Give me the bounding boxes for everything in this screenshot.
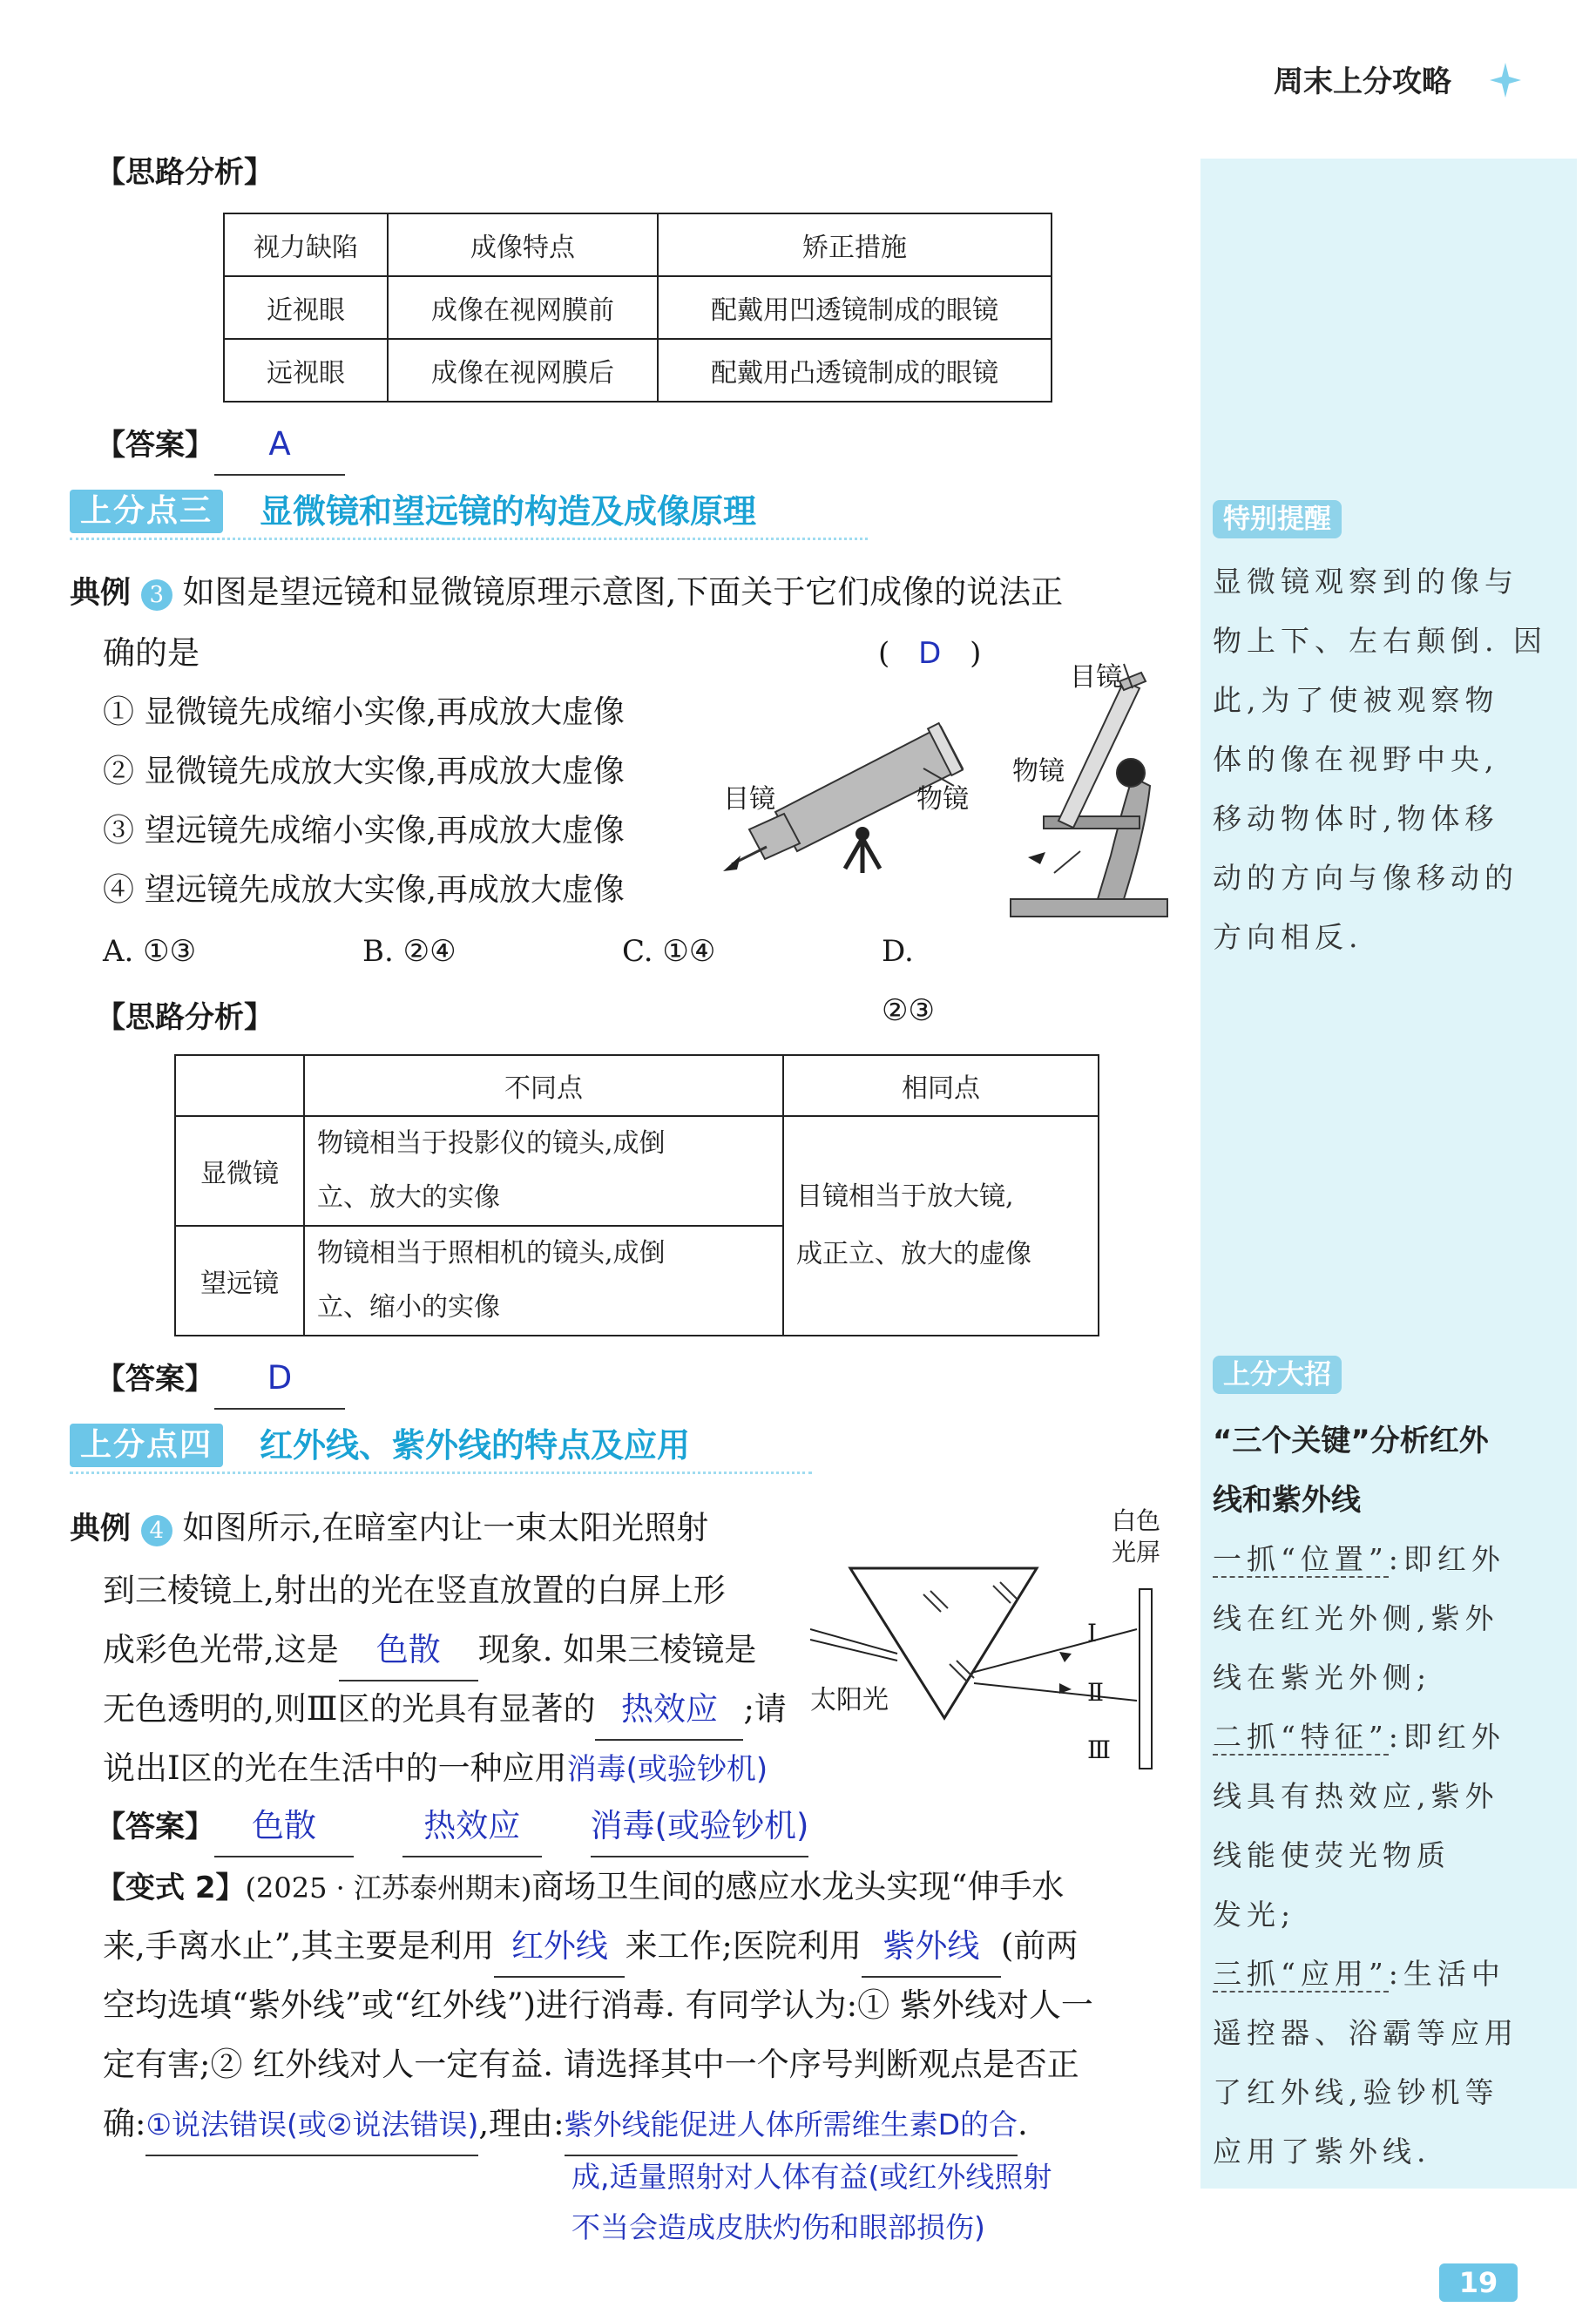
answer-value: A: [214, 415, 345, 476]
table-cell: 成像在视网膜前: [388, 276, 658, 339]
variant-line: 确:①说法错误(或②说法错误),理由:紫外线能促进人体所需维生素D的合.: [103, 2094, 1028, 2156]
trick-line: 了红外线,验钞机等: [1213, 2075, 1499, 2109]
trick-title-line: 线和紫外线: [1213, 1483, 1361, 1518]
answer-row: 【答案】 D: [96, 1349, 345, 1410]
example3-stem: 典例 3 如图是望远镜和显微镜原理示意图,下面关于它们成像的说法正: [70, 573, 1064, 611]
tip-line: 物上下、左右颠倒. 因: [1213, 624, 1547, 658]
answer-row: 【答案】 A: [96, 415, 345, 476]
trick-title-line: “三个关键”分析红外: [1213, 1424, 1489, 1458]
example-number: 4: [141, 1515, 172, 1546]
table-cell: 成像在视网膜后: [388, 339, 658, 402]
micro-eyepiece-label: 目镜: [1070, 662, 1122, 693]
fill-blank: 消毒(或验钞机): [566, 1752, 768, 1787]
fill-blank: ①说法错误(或②说法错误): [145, 2095, 478, 2156]
fill-blank: 紫外线能促进人体所需维生素D的合: [565, 2095, 1018, 2156]
list-item: ③ 望远镜先成缩小实像,再成放大虚像: [103, 813, 625, 849]
tele-objective-label: 物镜: [916, 784, 969, 815]
variant-line: 【变式 2】(2025 · 江苏泰州期末)商场卫生间的感应水龙头实现“伸手水: [96, 1868, 1065, 1905]
variant-line: 定有害;② 红外线对人一定有益. 请选择其中一个序号判断观点是否正: [103, 2046, 1079, 2083]
example3-items: [103, 683, 625, 920]
prism-figure: [810, 1499, 1167, 1786]
analysis-label: 【思路分析】: [96, 1000, 274, 1035]
list-item: ④ 望远镜先成放大实像,再成放大虚像: [103, 872, 625, 908]
option: C. ①④: [622, 934, 716, 969]
table-cell: 近视眼: [224, 276, 388, 339]
trick-line: 线能使荧光物质: [1213, 1838, 1451, 1872]
option: A. ①③: [103, 934, 197, 969]
table-cell: 远视眼: [224, 339, 388, 402]
tip-line: 显微镜观察到的像与: [1213, 565, 1518, 599]
answer-value: 热效应: [402, 1796, 542, 1857]
table-header: 不同点: [304, 1055, 783, 1116]
example4-line: 无色透明的,则Ⅲ区的光具有显著的 热效应 ;请: [103, 1680, 787, 1741]
tele-eyepiece-label: 目镜: [723, 784, 775, 815]
compare-table: [174, 1054, 1099, 1336]
table-cell: 望远镜: [175, 1226, 304, 1336]
trick-line: 线具有热效应,紫外: [1213, 1779, 1499, 1813]
section-title: 红外线、紫外线的特点及应用: [260, 1426, 691, 1465]
tip-tag: 特别提醒: [1213, 500, 1342, 538]
example4-line: 成彩色光带,这是 色散 现象. 如果三棱镜是: [103, 1620, 756, 1681]
section-tag: 上分点三: [70, 490, 223, 533]
optics-figure: [714, 655, 1176, 925]
example4-line: 说出Ⅰ区的光在生活中的一种应用消毒(或验钞机): [103, 1749, 768, 1787]
trick-line: 三抓“应用”:生活中: [1213, 1957, 1505, 1991]
section-title: 显微镜和望远镜的构造及成像原理: [260, 492, 757, 531]
answer-row: 【答案】 色散 热效应 消毒(或验钞机): [96, 1796, 808, 1857]
region-label: Ⅱ: [1087, 1678, 1105, 1707]
region-label: Ⅲ: [1087, 1736, 1112, 1764]
screen-label: 白色 光屏: [1112, 1506, 1161, 1566]
trick-tag: 上分大招: [1213, 1356, 1342, 1394]
answer-value: D: [214, 1349, 345, 1410]
table-header: 矫正措施: [658, 213, 1052, 276]
table-cell: 物镜相当于投影仪的镜头,成倒 立、放大的实像: [304, 1116, 783, 1226]
tip-line: 方向相反.: [1213, 920, 1363, 954]
trick-line: 遥控器、浴霸等应用: [1213, 2016, 1518, 2050]
page-number: 19: [1439, 2263, 1518, 2302]
section-header: [70, 1420, 812, 1471]
table-cell: 配戴用凹透镜制成的眼镜: [658, 276, 1052, 339]
vision-table: [223, 213, 1052, 403]
section-header: [70, 486, 868, 537]
table-cell: 目镜相当于放大镜, 成正立、放大的虚像: [783, 1116, 1099, 1336]
list-item: ② 显微镜先成放大实像,再成放大虚像: [103, 754, 625, 789]
table-header: 成像特点: [388, 213, 658, 276]
example4-line: 典例 4 如图所示,在暗室内让一束太阳光照射: [70, 1509, 709, 1546]
table-cell: 物镜相当于照相机的镜头,成倒 立、缩小的实像: [304, 1226, 783, 1336]
fill-blank: 色散: [339, 1620, 478, 1681]
example3-paren: ( D ): [878, 636, 982, 671]
tip-line: 体的像在视野中央,: [1213, 742, 1499, 776]
sparkle-icon: [1488, 61, 1523, 103]
option: B. ②④: [362, 934, 456, 969]
trick-line: 二抓“特征”:即红外: [1213, 1720, 1505, 1754]
micro-objective-label: 物镜: [1012, 756, 1065, 787]
trick-line: 线在红光外侧,紫外: [1213, 1601, 1499, 1635]
variant-line: 来,手离水止”,其主要是利用 红外线 来工作;医院利用 紫外线 (前两: [103, 1917, 1078, 1978]
trick-line: 一抓“位置”:即红外: [1213, 1542, 1505, 1576]
trick-text: [1213, 1530, 1518, 2182]
tip-line: 移动物体时,物体移: [1213, 802, 1499, 836]
trick-title: [1213, 1411, 1489, 1530]
trick-line: 线在紫光外侧;: [1213, 1661, 1432, 1695]
trick-line: 应用了紫外线.: [1213, 2135, 1431, 2169]
variant-line: 空均选填“紫外线”或“红外线”)进行消毒. 有同学认为:① 紫外线对人一: [103, 1986, 1093, 2024]
tip-line: 动的方向与像移动的: [1213, 861, 1518, 895]
analysis-label: 【思路分析】: [96, 155, 274, 190]
section-tag: 上分点四: [70, 1424, 223, 1467]
fill-blank: 紫外线: [862, 1917, 1001, 1978]
table-cell: 显微镜: [175, 1116, 304, 1226]
fill-blank: 热效应: [595, 1680, 743, 1741]
header-title: 周末上分攻略: [1274, 64, 1451, 99]
sunlight-label: 太阳光: [810, 1685, 889, 1715]
trick-line: 发光;: [1213, 1898, 1296, 1932]
table-header: [175, 1055, 304, 1116]
option: D. ②③: [882, 934, 935, 1028]
table-header: 视力缺陷: [224, 213, 388, 276]
answer-value: 消毒(或验钞机): [591, 1796, 808, 1857]
region-label: Ⅰ: [1087, 1619, 1098, 1648]
variant-reason: 成,适量照射对人体有益(或红外线照射 不当会造成皮肤灼伤和眼部损伤): [571, 2160, 1052, 2244]
tip-line: 此,为了使被观察物: [1213, 683, 1499, 717]
example-number: 3: [141, 579, 172, 611]
table-cell: 配戴用凸透镜制成的眼镜: [658, 339, 1052, 402]
answer-value: D: [918, 636, 942, 671]
answer-value: 色散: [214, 1796, 354, 1857]
example3-stem2: 确的是: [103, 634, 200, 672]
list-item: ① 显微镜先成缩小实像,再成放大虚像: [103, 694, 625, 730]
table-header: 相同点: [783, 1055, 1099, 1116]
tip-text: [1213, 552, 1547, 967]
fill-blank: 红外线: [494, 1917, 625, 1978]
example4-line: 到三棱镜上,射出的光在竖直放置的白屏上形: [103, 1572, 726, 1609]
